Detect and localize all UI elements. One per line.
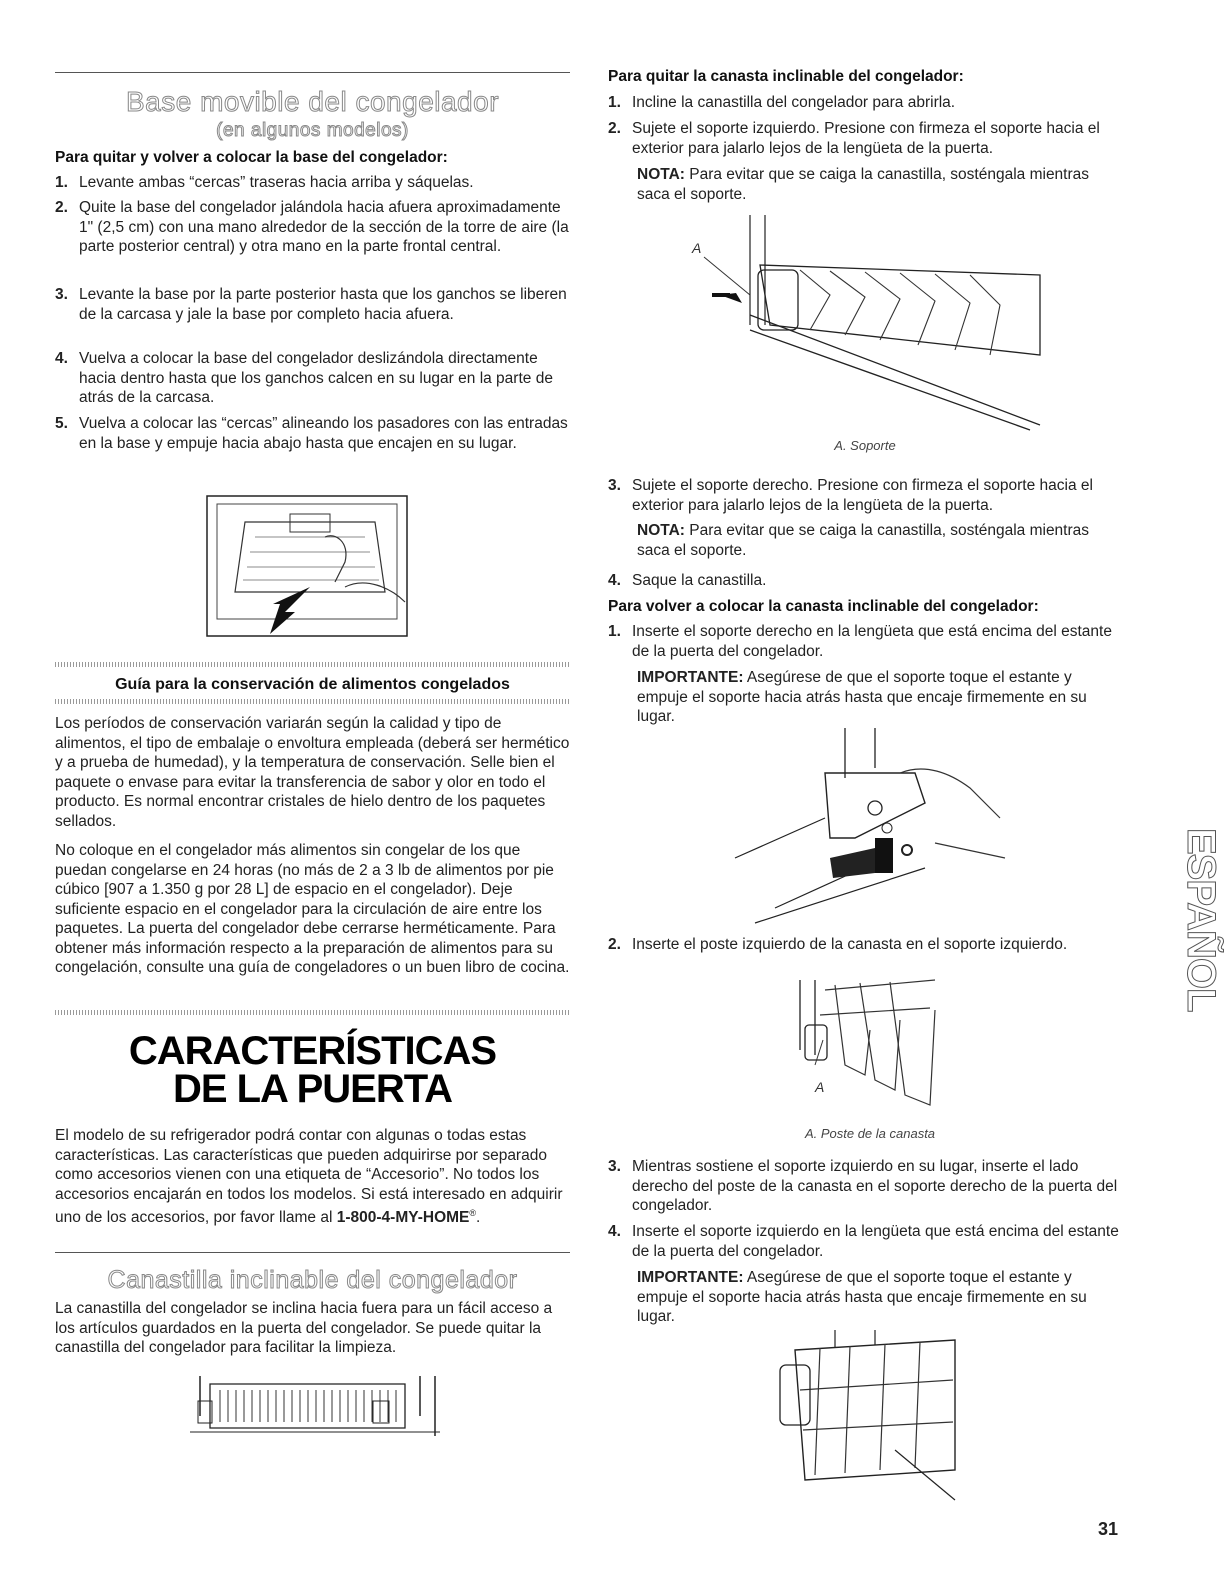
tilt-bin-illustration [190, 1376, 440, 1438]
list-item: 1. Incline la canastilla del congelador para abrirla. [608, 94, 956, 111]
list-item: 3. Mientras sostiene el soporte izquierdo en su lugar, inserte el lado derecho del poste de la canasta en el soporte derecho de la puerta del congelador. [608, 1158, 1118, 1214]
section-title-base-movible: Base movible del congelador [125, 86, 500, 117]
bracket-illustration [690, 215, 1050, 430]
subheading-remove-basket: Para quitar la canasta inclinable del congelador: [608, 68, 964, 85]
paragraph: No coloque en el congelador más alimentos sin congelar de los que puedan congelarse en 24 horas (no más de 2 a 3 lb de alimentos por pie cúbico [907 a 1.350 g por 28 L] de espacio en el congelador). Deje suficiente espacio en el congelador para la circulación de aire entre los paquetes. La puerta del congelador debe cerrarse herméticamente. Para obtener más información respecto a la preparación de alimentos para su congelación, consulte una guía de congeladores o un buen libro de cocina. [55, 842, 570, 976]
important-note: IMPORTANTE: Asegúrese de que el soporte toque el estante y empuje el soporte hacia atrás hasta que encaje firmemente en su lugar. [637, 1269, 1087, 1325]
list-item: 4. Saque la canastilla. [608, 572, 767, 589]
page-number: 31 [1098, 1519, 1119, 1539]
basket-post-illustration [795, 980, 945, 1120]
section-title-canastilla: Canastilla inclinable del congelador [107, 1266, 518, 1294]
section-subtitle-models: (en algunos modelos) [216, 120, 409, 141]
top-rule-left [55, 72, 570, 73]
list-item: 3. Levante la base por la parte posterior hasta que los ganchos se liberen de la carcasa y jale la base por completo hacia afuera. [55, 286, 567, 323]
important-note: IMPORTANTE: Asegúrese de que el soporte toque el estante y empuje el soporte hacia atrás hasta que encaje firmemente en su lugar. [637, 669, 1087, 725]
hatched-rule [55, 1010, 570, 1015]
list-item: 2. Sujete el soporte izquierdo. Presione con firmeza el soporte hacia el exterior para jalarlo lejos de la lengüeta de la puerta. [608, 120, 1100, 157]
figure-label-a: A [692, 240, 702, 256]
list-item: 2. Quite la base del congelador jalándola hacia afuera aproximadamente 1" (2,5 cm) con una mano alrededor de la sección de la torre de aire (la parte posterior central) y otra mano en la parte frontal central. [55, 199, 569, 255]
list-item: 1. Inserte el soporte derecho en la lengüeta que está encima del estante de la puerta del congelador. [608, 623, 1112, 660]
list-item: 1. Levante ambas “cercas” traseras hacia arriba y sáquelas. [55, 174, 474, 191]
figure-label-a: A [815, 1079, 825, 1095]
basket-installed-illustration [775, 1330, 960, 1500]
list-item: 2. Inserte el poste izquierdo de la canasta en el soporte izquierdo. [608, 936, 1068, 953]
subheading-remove-base: Para quitar y volver a colocar la base del congelador: [55, 149, 448, 166]
phone-number: 1-800-4-MY-HOME [336, 1209, 470, 1227]
note: NOTA: Para evitar que se caiga la canastilla, sosténgala mientras saca el soporte. [637, 166, 1090, 203]
svg-text:ESPAÑOL: ESPAÑOL [1179, 828, 1223, 1012]
list-item: 3. Sujete el soporte derecho. Presione con firmeza el soporte hacia el exterior para jalarlo lejos de la lengüeta de la puerta. [608, 477, 1093, 514]
page-title-line2: DE LA PUERTA [172, 1067, 453, 1111]
hatched-rule [55, 699, 570, 704]
paragraph: Los períodos de conservación variarán según la calidad y tipo de alimentos, el tipo de embalaje o envoltura empleada (deberá ser hermético y a prueba de humedad), y la temperatura de conservación. Selle bien el paquete o envase para evitar la transferencia de sabor y olor en todo el producto. Es normal encontrar cristales de hielo dentro de los paquetes sellados. [55, 715, 570, 830]
subheading-replace-basket: Para volver a colocar la canasta inclinable del congelador: [608, 598, 1039, 615]
page-title-line1: CARACTERÍSTICAS [128, 1029, 497, 1073]
language-side-tab [1150, 820, 1223, 1060]
note: NOTA: Para evitar que se caiga la canastilla, sosténgala mientras saca el soporte. [637, 522, 1090, 559]
section-rule [55, 1252, 570, 1253]
figure-caption: A. Poste de la canasta [804, 1126, 936, 1141]
list-item: 4. Vuelva a colocar la base del congelador deslizándola directamente hacia dentro hasta que los ganchos calcen en su lugar en la parte de atrás de la carcasa. [55, 350, 553, 406]
paragraph: La canastilla del congelador se inclina hacia fuera para un fácil acceso a los artículos guardados en la puerta del congelador. Se puede quitar la canastilla del congelador para facilitar la limpieza. [55, 1300, 553, 1356]
hatched-rule [55, 662, 570, 667]
figure-caption: A. Soporte [834, 438, 896, 453]
freezer-base-illustration [205, 492, 415, 640]
list-item: 5. Vuelva a colocar las “cercas” alineando los pasadores con las entradas en la base y empuje hacia abajo hasta que encajen en su lugar. [55, 415, 568, 452]
insert-bracket-illustration [735, 728, 1010, 928]
subheading-food-storage: Guía para la conservación de alimentos congelados [115, 676, 510, 693]
list-item: 4. Inserte el soporte izquierdo en la lengüeta que está encima del estante de la puerta del congelador. [608, 1223, 1119, 1260]
paragraph-door-features: El modelo de su refrigerador podrá contar con algunas o todas estas características. Las características que pueden adquirirse por separado como accesorios vienen con una etiqueta de “Accesorio”. No todos los accesorios encajarán en todos los modelos. Si está interesado en adquirir uno de los accesorios, por favor llame al 1-800-4-MY-HOME®. [55, 1127, 563, 1227]
